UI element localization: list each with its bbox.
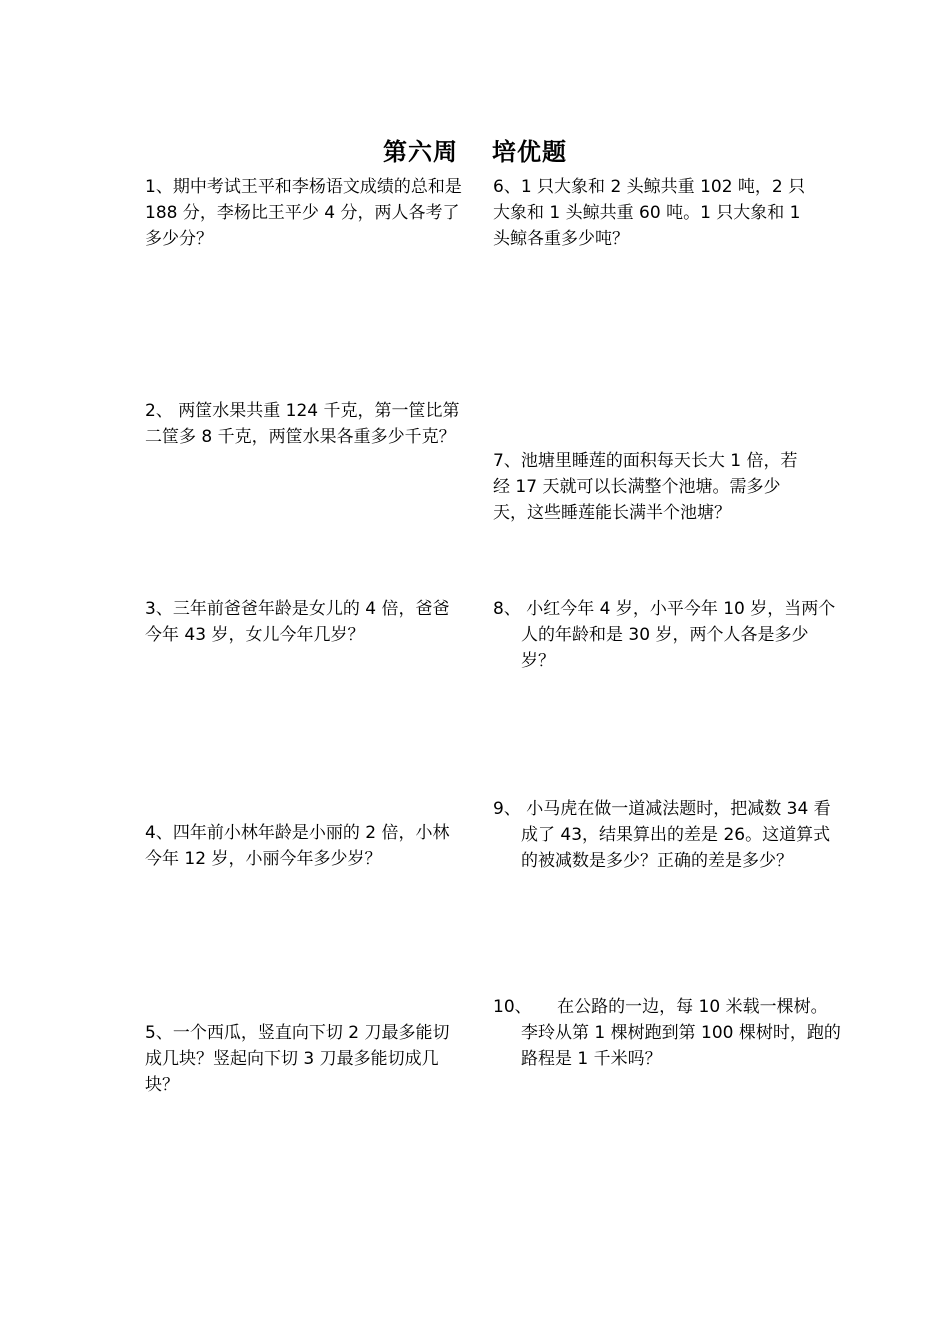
question-10: 10、 在公路的一边，每 10 米载一棵树。李玲从第 1 棵树跑到第 100 棵树时，跑的路程是 1 千米吗？ xyxy=(493,997,841,1069)
title-topic: 培优题 xyxy=(492,138,567,166)
question-8: 8、 小红今年 4 岁，小平今年 10 岁，当两个人的年龄和是 30 岁，两个人各是多少岁？ xyxy=(493,599,836,671)
question-1: 1、期中考试王平和李杨语文成绩的总和是 188 分，李杨比王平少 4 分，两人各考了多少分？ xyxy=(145,177,462,249)
question-6: 6、1 只大象和 2 头鲸共重 102 吨，2 只大象和 1 头鲸共重 60 吨。1 只大象和 1 头鲸各重多少吨？ xyxy=(493,177,806,249)
page-title xyxy=(0,132,950,167)
question-5: 5、一个西瓜，竖直向下切 2 刀最多能切成几块？竖起向下切 3 刀最多能切成几块？ xyxy=(145,1023,450,1095)
question-2: 2、 两筐水果共重 124 千克，第一筐比第二筐多 8 千克，两筐水果各重多少千克？ xyxy=(145,401,460,447)
question-4: 4、四年前小林年龄是小丽的 2 倍，小林今年 12 岁，小丽今年多少岁？ xyxy=(145,823,450,869)
title-week: 第六周 xyxy=(383,138,458,166)
question-7: 7、池塘里睡莲的面积每天长大 1 倍，若经 17 天就可以长满整个池塘。需多少天，这些睡莲能长满半个池塘？ xyxy=(493,451,798,523)
question-9: 9、 小马虎在做一道减法题时，把减数 34 看成了 43，结果算出的差是 26。这道算式的被减数是多少？正确的差是多少？ xyxy=(493,799,831,871)
question-3: 3、三年前爸爸年龄是女儿的 4 倍，爸爸今年 43 岁，女儿今年几岁？ xyxy=(145,599,450,645)
